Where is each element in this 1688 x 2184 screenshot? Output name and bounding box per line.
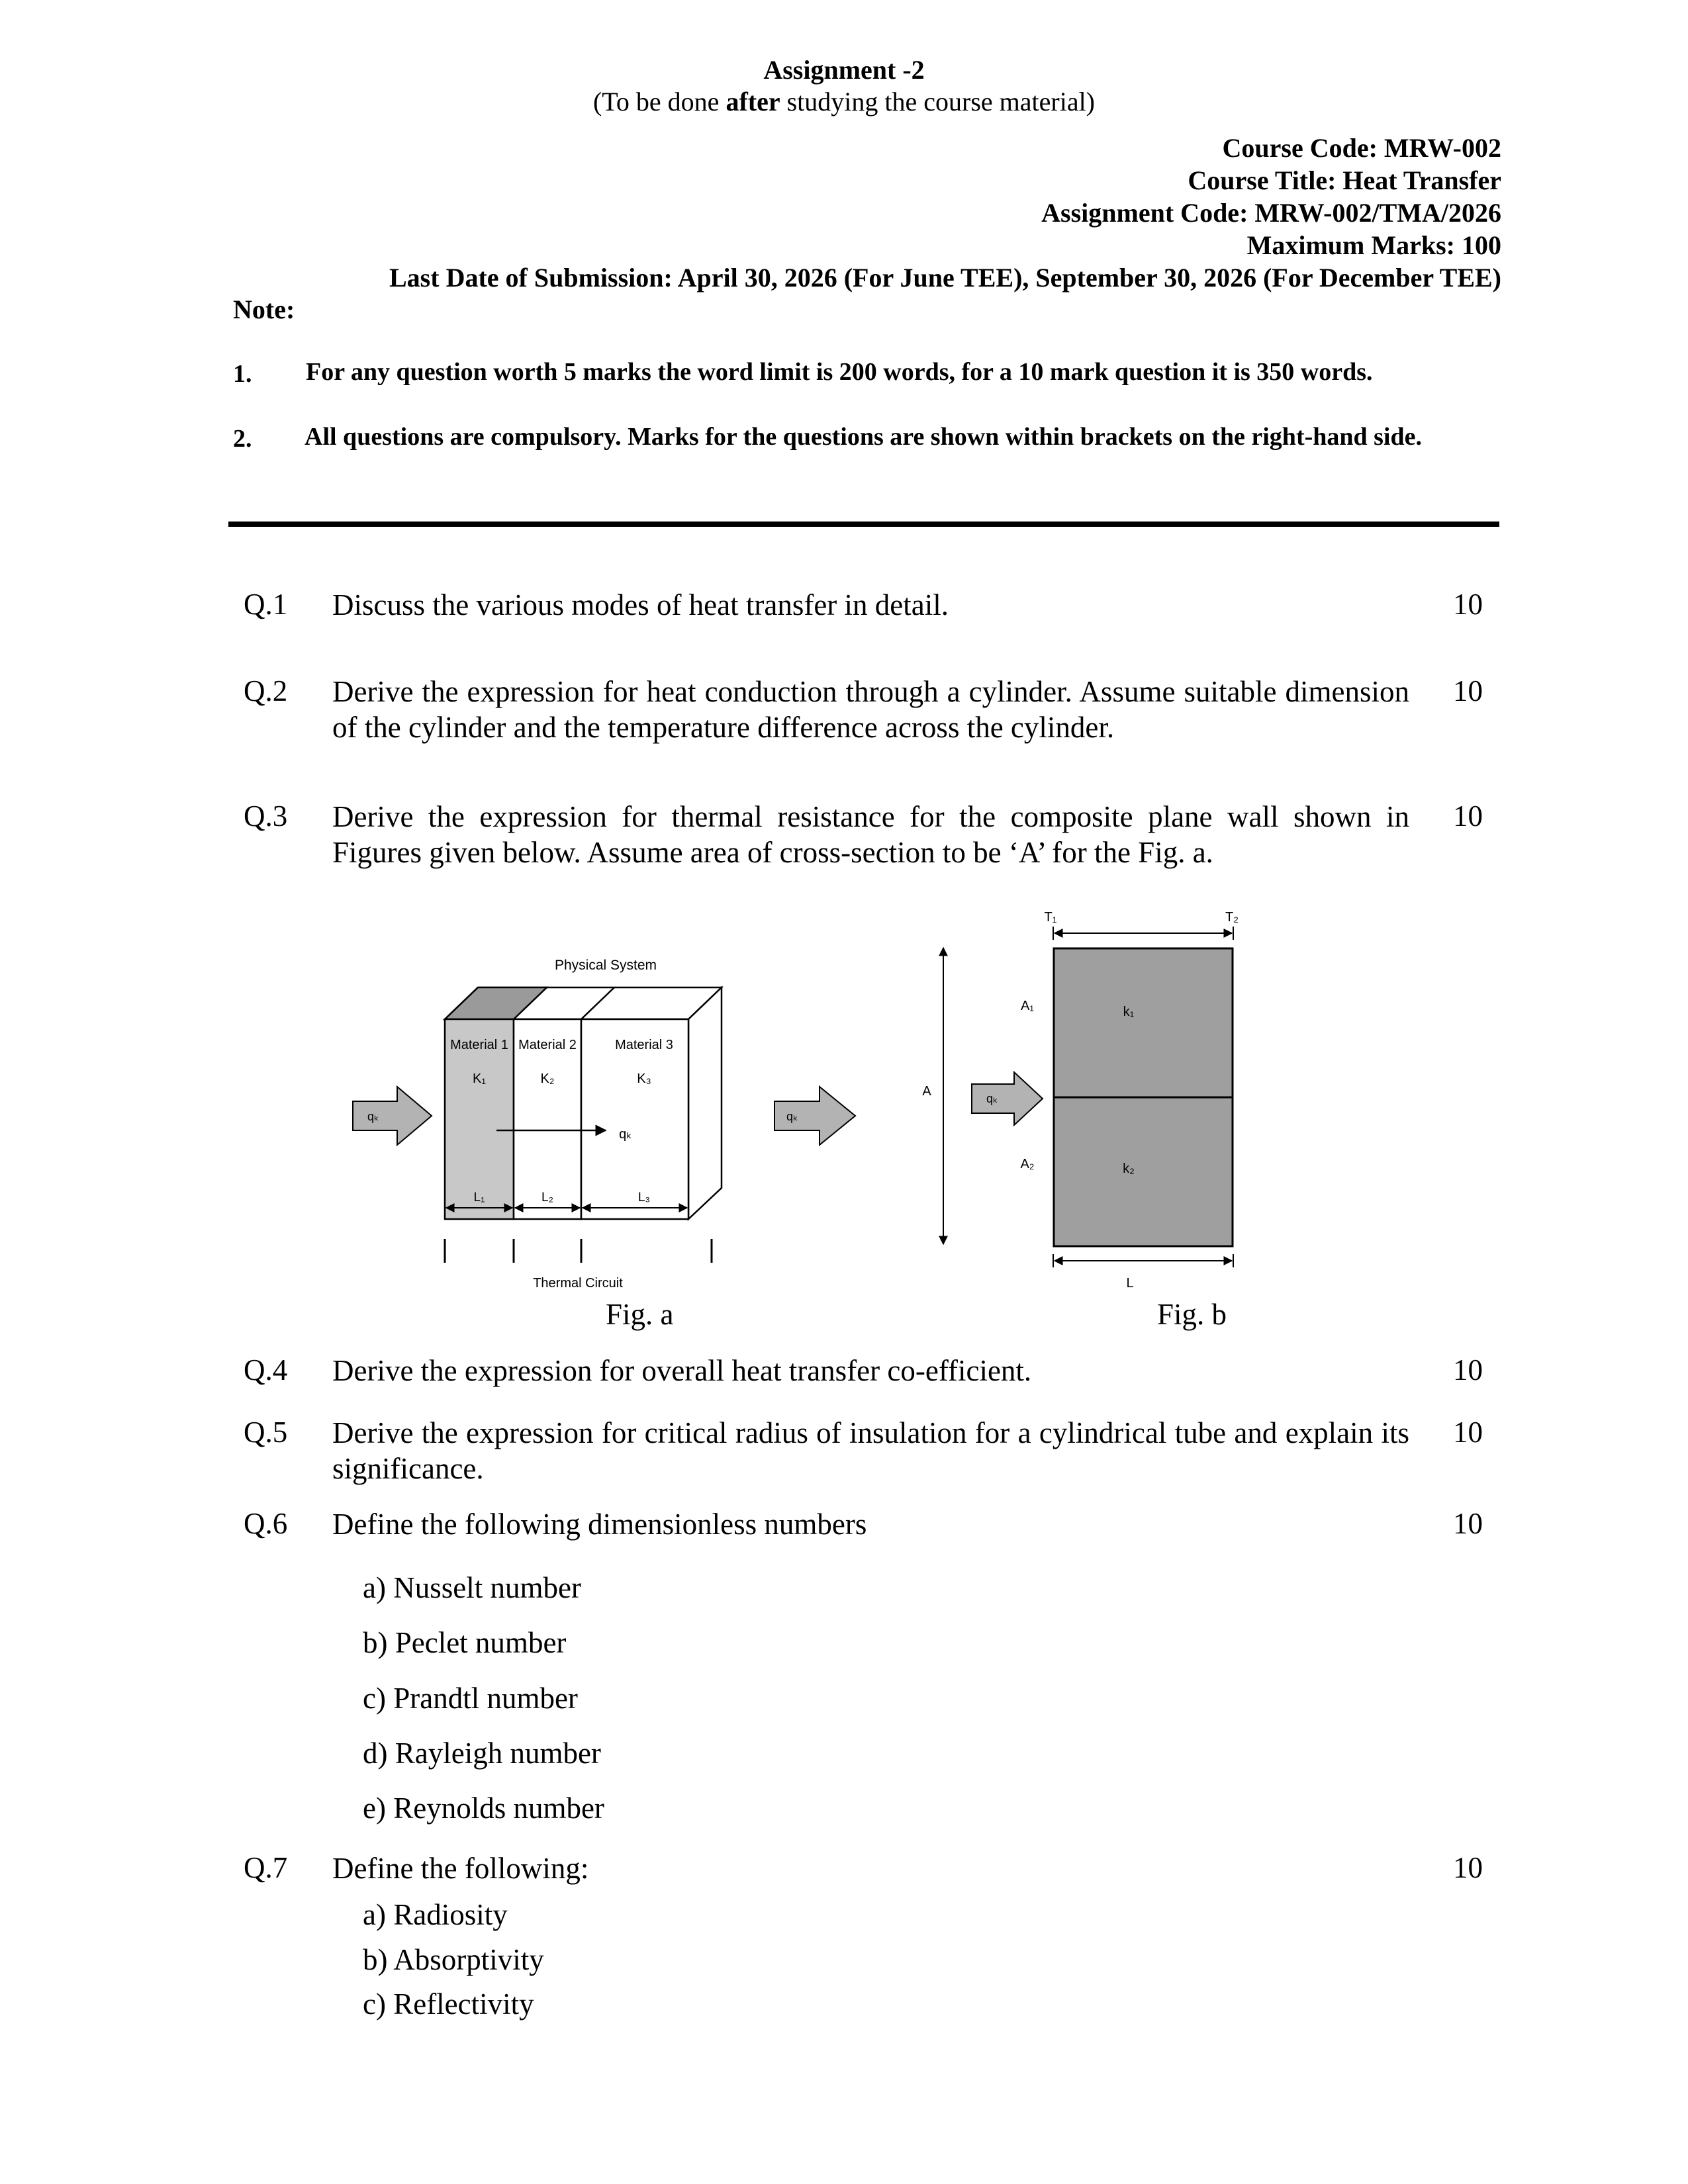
wall-side-face [688, 987, 722, 1219]
k2-label: K₂ [540, 1071, 555, 1086]
t1-label: T₁ [1044, 910, 1057, 925]
a2-label: A₂ [1020, 1157, 1035, 1171]
question-marks: 10 [1453, 1851, 1483, 1884]
list-item: c) Reflectivity [363, 1987, 534, 2021]
qk-label: qₖ [619, 1127, 632, 1142]
list-item: a) Radiosity [363, 1898, 508, 1931]
list-item: d) Rayleigh number [363, 1737, 601, 1770]
assignment-code: Assignment Code: MRW-002/TMA/2026 [1041, 198, 1501, 228]
a1-label: A₁ [1020, 999, 1035, 1013]
material1-label: Material 1 [450, 1038, 508, 1052]
list-item: c) Prandtl number [363, 1682, 578, 1715]
question-number: Q.3 [244, 799, 288, 833]
question-marks: 10 [1453, 1416, 1483, 1449]
subtitle-post: studying the course material) [780, 87, 1096, 116]
figure-a [353, 958, 855, 1291]
question-marks: 10 [1453, 799, 1483, 833]
note-number: 1. [233, 360, 252, 388]
note-number: 2. [233, 425, 252, 453]
fig-a-caption: Fig. a [606, 1298, 674, 1331]
l3-label: L₃ [637, 1191, 651, 1205]
subtitle-bold: after [726, 87, 780, 116]
thermal-circuit-label: Thermal Circuit [533, 1276, 623, 1291]
subtitle-pre: (To be done [592, 87, 726, 116]
maximum-marks: Maximum Marks: 100 [1246, 230, 1501, 260]
question-marks: 10 [1453, 1353, 1483, 1387]
k2-label: k₂ [1123, 1161, 1135, 1176]
t2-label: T₂ [1225, 910, 1239, 925]
question-number: Q.6 [244, 1507, 288, 1540]
course-code: Course Code: MRW-002 [1222, 133, 1501, 163]
question-number: Q.1 [244, 588, 288, 621]
l-label: L [1126, 1276, 1134, 1291]
qk-input-label: qₖ [367, 1110, 379, 1123]
list-item: a) Nusselt number [363, 1571, 581, 1604]
note-text: All questions are compulsory. Marks for the questions are shown within brackets on the right-hand side. [305, 423, 1422, 451]
k1-label: k₁ [1123, 1005, 1135, 1019]
a-label: A [922, 1084, 931, 1099]
qk-label: qₖ [986, 1092, 998, 1105]
question-text: Define the following dimensionless numbers [332, 1508, 867, 1541]
note-text: For any question worth 5 marks the word limit is 200 words, for a 10 mark question it is 350 words. [306, 358, 1373, 386]
note-label: Note: [233, 295, 295, 324]
question-marks: 10 [1453, 588, 1483, 621]
question-number: Q.7 [244, 1851, 288, 1884]
question-text: Discuss the various modes of heat transfer in detail. [332, 588, 949, 621]
k3-label: K₃ [637, 1071, 651, 1086]
material2-label: Material 2 [518, 1038, 577, 1052]
wall-section-k2 [1054, 1097, 1233, 1246]
heat-input-arrow [353, 1087, 432, 1145]
question-number: Q.4 [244, 1353, 288, 1387]
wall-section-k1 [1054, 948, 1233, 1097]
course-title: Course Title: Heat Transfer [1188, 165, 1501, 195]
question-text: Derive the expression for heat conduction through a cylinder. Assume suitable dimension of the cylinder and the temperature difference across the cylinder. [332, 675, 1409, 744]
question-text: Derive the expression for overall heat transfer co-efficient. [332, 1354, 1032, 1387]
material3-label: Material 3 [615, 1038, 673, 1052]
physical-system-label: Physical System [554, 958, 657, 973]
list-item: e) Reynolds number [363, 1792, 604, 1825]
l1-label: L₁ [473, 1191, 485, 1205]
last-date-of-submission: Last Date of Submission: April 30, 2026 (For June TEE), September 30, 2026 (For December TEE) [389, 263, 1501, 293]
assignment-title: Assignment -2 [763, 55, 925, 85]
question-text: Define the following: [332, 1852, 589, 1885]
question-number: Q.5 [244, 1416, 288, 1449]
qk-output-label: qₖ [786, 1110, 798, 1123]
list-item: b) Peclet number [363, 1626, 567, 1659]
question-text: Derive the expression for thermal resistance for the composite plane wall shown in Figures given below. Assume area of cross-section to be ‘A’ for the Fig. a. [332, 800, 1409, 869]
question-text: Derive the expression for critical radius of insulation for a cylindrical tube and explain its significance. [332, 1416, 1409, 1485]
question-marks: 10 [1453, 674, 1483, 707]
question-marks: 10 [1453, 1507, 1483, 1540]
fig-b-caption: Fig. b [1157, 1298, 1227, 1331]
l2-label: L₂ [541, 1191, 553, 1205]
list-item: b) Absorptivity [363, 1943, 544, 1976]
heat-input-arrow [972, 1072, 1043, 1125]
question-number: Q.2 [244, 674, 288, 707]
figure-b [922, 910, 1239, 1291]
k1-label: K₁ [472, 1071, 487, 1086]
